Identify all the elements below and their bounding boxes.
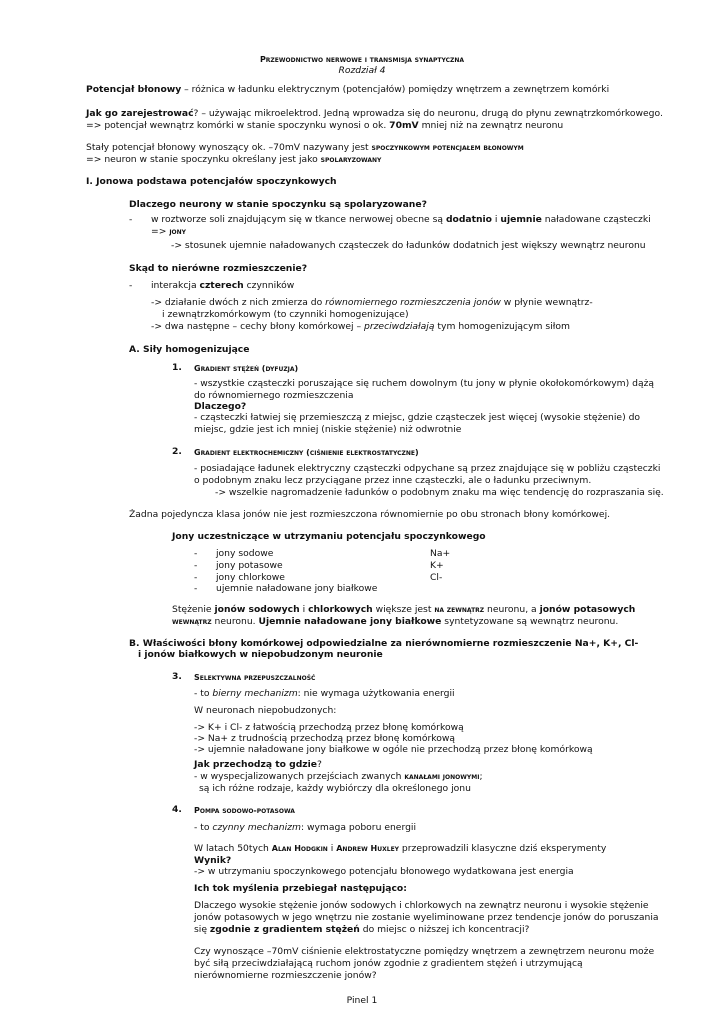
section-a-heading: A. Siły homogenizujące (129, 344, 250, 355)
section-b-heading-line-1: B. Właściwości błony komórkowej odpowiedzialne za nierównomierne rozmieszczenie Na+, K+, Cl- (129, 638, 639, 649)
text: W latach 50tych (194, 843, 272, 854)
text: => (151, 226, 170, 237)
item-2-line-3: -> wszelkie nagromadzenie ładunków o podobnym znaku ma więc tendencję do rozpraszania się. (215, 487, 664, 498)
page-footer: Pinel 1 (346, 995, 378, 1006)
term-dodatnio: dodatnio (445, 214, 492, 225)
section-1-arrow-2 (151, 321, 570, 332)
text: się (194, 924, 210, 935)
item-1-line-2: do równomiernego rozmieszczenia (194, 390, 354, 401)
item-4-line-3: -> w utrzymaniu spoczynkowego potencjału błonowego wydatkowana jest energia (194, 866, 574, 877)
term: jonów potasowych (539, 604, 636, 615)
text: : wymaga poboru energii (300, 822, 417, 833)
section-1-question-1: Dlaczego neurony w stanie spoczynku są spolaryzowane? (129, 199, 427, 210)
ion-symbol: Cl- (430, 572, 443, 583)
text: Stężenie (172, 604, 215, 615)
ion-dash: - (194, 572, 198, 583)
item-3-line-3: -> K+ i Cl- z łatwością przechodzą przez błonę komórkową (194, 722, 464, 733)
item-3-title: Selektywna przepuszczalność (194, 673, 316, 682)
ion-name: jony potasowe (216, 560, 283, 571)
term-spoczynkowy-potencjal: spoczynkowym potencjałem błonowym (371, 143, 524, 152)
term: zgodnie z gradientem stężeń (209, 924, 360, 935)
section-1-bullet-1 (151, 214, 651, 225)
intro-line-3 (86, 120, 563, 131)
text: do miejsc o niższej ich koncentracji? (359, 924, 530, 935)
text: Stały potencjał błonowy wynoszący ok. –70mV nazywany jest (86, 142, 372, 153)
ion-name: ujemnie naładowane jony białkowe (216, 583, 378, 594)
ion-dash: - (194, 548, 198, 559)
definition-text: – różnica w ładunku elektrycznym (potencjałów) pomiędzy wnętrzem a zewnętrzem komórki (181, 84, 610, 95)
person-name: Andrew Huxley (336, 844, 400, 853)
item-3-question (194, 759, 322, 770)
ion-symbol: Na+ (430, 548, 451, 559)
term: chlorkowych (308, 604, 373, 615)
ion-symbol: K+ (430, 560, 444, 571)
item-4-paragraph-2-line-3: nierównomierne rozmieszczenie jonów? (194, 970, 377, 981)
term: kanałami jonowymi (404, 772, 480, 781)
item-3-line-1 (194, 688, 455, 699)
text: -> działanie dwóch z nich zmierza do (151, 297, 326, 308)
text: => neuron w stanie spoczynku określany jest jako (86, 154, 321, 165)
value-70mv: 70mV (389, 120, 419, 131)
text: : nie wymaga użytkowania energii (297, 688, 455, 699)
text: syntetyzowane są wewnątrz neuronu. (441, 616, 619, 627)
term: Ujemnie naładowane jony białkowe (258, 616, 442, 627)
item-4-title: Pompa sodowo-potasowa (194, 806, 295, 815)
item-4-reason: Ich tok myślenia przebiegał następująco: (194, 883, 407, 894)
term-spolaryzowany: spolaryzowany (320, 155, 382, 164)
item-4-paragraph-1-line-2: jonów potasowych w jego wnętrzu nie zostanie wyeliminowane przez tendencje jonów do poruszania (194, 912, 659, 923)
section-b-heading-line-2: i jonów białkowych w niepobudzonym neuronie (138, 649, 383, 660)
text: naładowane cząsteczki (541, 214, 651, 225)
document-subtitle: Rozdział 4 (338, 65, 386, 76)
text: interakcja (151, 280, 200, 291)
item-1-why: Dlaczego? (194, 401, 247, 412)
text: ? (317, 759, 322, 770)
item-4-line-2 (194, 843, 606, 854)
term: bierny mechanizm (212, 688, 298, 699)
term: Jak przechodzą to gdzie (194, 759, 318, 770)
intro-definition (86, 84, 609, 95)
term: na zewnątrz (434, 605, 485, 614)
item-3-line-2: W neuronach niepobudzonych: (194, 705, 337, 716)
text: - to (194, 822, 213, 833)
section-1-arrow-1-cont: i zewnątrzkomórkowym (to czynniki homogenizujące) (162, 309, 409, 320)
item-1-line-4: miejsc, gdzie jest ich mniej (niskie stężenie) niż odwrotnie (194, 424, 462, 435)
item-3-line-7: są ich różne rodzaje, każdy wybiórczy dla określonego jonu (199, 783, 471, 794)
item-3-line-5: -> ujemnie naładowane jony białkowe w ogóle nie przechodzą przez błonę komórkową (194, 744, 593, 755)
ions-heading: Jony uczestniczące w utrzymaniu potencjału spoczynkowego (172, 531, 486, 542)
section-1-bullet-2 (151, 280, 294, 291)
intro-line-4 (86, 142, 524, 153)
intro-line-5 (86, 154, 381, 165)
text: i (299, 604, 309, 615)
item-number-4: 4. (172, 804, 182, 815)
text: i (492, 214, 501, 225)
term-przeciwdzialaja: przeciwdziałają (363, 321, 435, 332)
section-1-jony (151, 226, 186, 237)
item-number-2: 2. (172, 446, 182, 457)
term: czynny mechanizm (212, 822, 301, 833)
ion-dash: - (194, 583, 198, 594)
text: w płynie wewnątrz- (500, 297, 593, 308)
item-1-line-3: - cząsteczki łatwiej się przemieszczą z miejsc, gdzie cząsteczek jest więcej (wysokie stężenie) do (194, 412, 641, 423)
text: mniej niż na zewnątrz neuronu (418, 120, 564, 131)
question-text: ? – używając mikroelektrod. Jedną wprowadza się do neuronu, drugą do płynu zewnątrzkomórkowego. (193, 108, 663, 119)
section-1-heading: I. Jonowa podstawa potencjałów spoczynkowych (86, 176, 337, 187)
term-jony: jony (169, 227, 187, 236)
document-title: Przewodnictwo nerwowe i transmisja synaptyczna (259, 55, 465, 64)
section-a-summary: Żadna pojedyncza klasa jonów nie jest rozmieszczona równomiernie po obu stronach błony komórkowej. (129, 509, 611, 520)
ions-paragraph-line-1 (172, 604, 635, 615)
item-1-line-1: - wszystkie cząsteczki poruszające się ruchem dowolnym (tu jony w płynie okołokomórkowym) dążą (194, 378, 655, 389)
term-potencjal-blonowy: Potencjał błonowy (86, 84, 182, 95)
ion-name: jony chlorkowe (216, 572, 285, 583)
ions-paragraph-line-2 (172, 616, 618, 627)
term-ujemnie: ujemnie (500, 214, 542, 225)
text: i (327, 843, 337, 854)
item-4-line-1 (194, 822, 416, 833)
item-number-3: 3. (172, 671, 182, 682)
term: jonów sodowych (214, 604, 300, 615)
item-4-paragraph-2-line-2: być siłą przeciwdziałającą ruchom jonów zgodnie z gradientem stężeń i utrzymującą (194, 958, 583, 969)
bullet-dash: - (129, 280, 133, 291)
item-4-paragraph-1-line-3 (194, 924, 529, 935)
text: neuronu. (211, 616, 259, 627)
text: ; (479, 771, 483, 782)
text: przeprowadzili klasyczne dziś eksperymenty (399, 843, 607, 854)
text: - to (194, 688, 213, 699)
term-czterech: czterech (199, 280, 244, 291)
ion-dash: - (194, 560, 198, 571)
person-name: Alan Hodgkin (271, 844, 328, 853)
text: neuronu, a (484, 604, 540, 615)
ion-name: jony sodowe (216, 548, 274, 559)
section-1-question-2: Skąd to nierówne rozmieszczenie? (129, 263, 308, 274)
item-3-line-4: -> Na+ z trudnością przechodzą przez błonę komórkową (194, 733, 456, 744)
item-2-line-2: o podobnym znaku lecz przyciągane przez inne cząsteczki, ale o ładunku przeciwnym. (194, 475, 592, 486)
text: większe jest (372, 604, 435, 615)
term: wewnątrz (172, 617, 212, 626)
text: => potencjał wewnątrz komórki w stanie spoczynku wynosi o ok. (86, 120, 390, 131)
item-2-line-1: - posiadające ładunek elektryczny cząsteczki odpychane są przez znajdujące się w pobliżu cząsteczki (194, 463, 661, 474)
item-4-paragraph-1-line-1: Dlaczego wysokie stężenie jonów sodowych i chlorkowych na zewnątrz neuronu i wysokie stężenie (194, 900, 649, 911)
item-2-title: Gradient elektrochemiczny (ciśnienie elektrostatyczne) (194, 448, 419, 457)
item-4-result: Wynik? (194, 855, 232, 866)
question-term: Jak go zarejestrować (86, 108, 194, 119)
item-4-paragraph-2-line-1: Czy wynoszące –70mV ciśnienie elektrostatyczne pomiędzy wnętrzem a zewnętrzem neuronu może (194, 946, 655, 957)
text: -> dwa następne – cechy błony komórkowej – (151, 321, 364, 332)
text: tym homogenizującym siłom (434, 321, 570, 332)
section-1-arrow-1 (151, 297, 593, 308)
bullet-dash: - (129, 214, 133, 225)
term-rownomierne: równomiernego rozmieszczenia jonów (325, 297, 501, 308)
text: czynników (243, 280, 295, 291)
text: w roztworze soli znajdującym się w tkance nerwowej obecne są (151, 214, 446, 225)
item-1-title: Gradient stężeń (dyfuzja) (194, 364, 299, 373)
text: - w wyspecjalizowanych przejściach zwanych (194, 771, 405, 782)
section-1-arrow-line: -> stosunek ujemnie naładowanych cząsteczek do ładunków dodatnich jest większy wewnątrz neuronu (171, 240, 646, 251)
item-number-1: 1. (172, 362, 182, 373)
item-3-line-6 (194, 771, 483, 782)
intro-question (86, 108, 663, 119)
